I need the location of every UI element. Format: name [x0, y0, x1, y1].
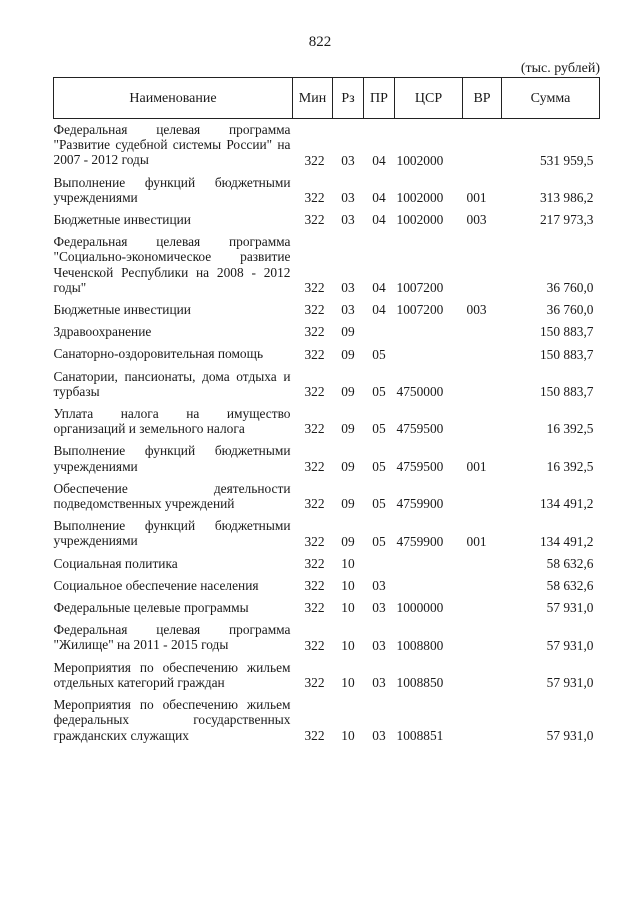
row-csr: 1002000 [396, 212, 444, 228]
row-sum: 16 392,5 [546, 458, 594, 474]
table-row [54, 172, 600, 209]
header-min: Мин [293, 78, 333, 119]
units-label: (тыс. рублей) [520, 61, 600, 76]
row-name: Санаторно-оздоровительная помощь [53, 346, 264, 362]
row-min: 322 [304, 346, 325, 362]
row-pr: 05 [372, 496, 386, 512]
row-name: Здравоохранение [53, 324, 152, 340]
row-name: Выполнение функций бюджетными учреждениями [53, 443, 291, 474]
row-min: 322 [304, 384, 325, 400]
row-sum: 150 883,7 [539, 384, 594, 400]
table-header-row [54, 78, 600, 119]
row-min: 322 [304, 637, 325, 653]
header-vr: ВР [463, 78, 502, 119]
row-min: 322 [304, 675, 325, 691]
row-min: 322 [304, 600, 325, 616]
row-sum: 134 491,2 [539, 496, 594, 512]
row-rz: 10 [341, 600, 355, 616]
row-csr: 1008800 [396, 637, 444, 653]
row-min: 322 [304, 280, 325, 296]
row-rz: 09 [341, 458, 355, 474]
row-pr: 04 [372, 280, 386, 296]
row-min: 322 [304, 421, 325, 437]
table-row [54, 597, 600, 619]
row-sum: 36 760,0 [546, 280, 594, 296]
row-csr: 1002000 [396, 152, 444, 168]
row-rz: 09 [341, 533, 355, 549]
row-rz: 03 [341, 280, 355, 296]
row-min: 322 [304, 533, 325, 549]
row-vr [463, 321, 502, 343]
header-pr: ПР [364, 78, 395, 119]
row-csr: 4759500 [396, 458, 444, 474]
row-rz: 03 [341, 302, 355, 318]
row-min: 322 [304, 496, 325, 512]
row-rz: 09 [341, 324, 355, 340]
row-sum: 57 931,0 [546, 600, 594, 616]
row-pr: 04 [372, 302, 386, 318]
row-rz: 09 [341, 346, 355, 362]
header-csr: ЦСР [395, 78, 463, 119]
row-pr: 03 [372, 600, 386, 616]
row-csr: 1008851 [396, 727, 444, 743]
row-csr: 4759500 [396, 421, 444, 437]
table-row [54, 119, 600, 172]
table-row [54, 209, 600, 231]
row-pr: 03 [372, 727, 386, 743]
row-rz: 09 [341, 384, 355, 400]
table-row [54, 366, 600, 403]
row-vr [463, 694, 502, 747]
row-sum: 36 760,0 [546, 302, 594, 318]
row-csr: 1000000 [396, 600, 444, 616]
row-sum: 150 883,7 [539, 324, 594, 340]
row-name: Уплата налога на имущество организаций и земельного налога [53, 406, 291, 437]
row-name: Выполнение функций бюджетными учреждениями [53, 518, 291, 549]
row-vr: 001 [466, 533, 487, 549]
row-vr [463, 478, 502, 515]
table-row [54, 478, 600, 515]
row-rz: 09 [341, 421, 355, 437]
row-name: Мероприятия по обеспечению жильем федеральных государственных гражданских служащих [53, 697, 291, 743]
row-rz: 10 [341, 637, 355, 653]
row-name: Федеральная целевая программа "Жилище" на 2011 - 2015 годы [53, 622, 291, 653]
row-pr: 03 [372, 637, 386, 653]
budget-table [53, 77, 600, 747]
header-sum: Сумма [502, 78, 600, 119]
row-vr: 001 [466, 458, 487, 474]
row-min: 322 [304, 555, 325, 571]
row-vr: 003 [466, 212, 487, 228]
row-min: 322 [304, 458, 325, 474]
table-row [54, 619, 600, 656]
row-min: 322 [304, 212, 325, 228]
row-pr: 05 [372, 421, 386, 437]
row-rz: 03 [341, 152, 355, 168]
row-sum: 58 632,6 [546, 578, 594, 594]
row-vr [463, 657, 502, 694]
row-vr [463, 553, 502, 575]
row-min: 322 [304, 727, 325, 743]
row-rz: 10 [341, 555, 355, 571]
header-rz: Рз [333, 78, 364, 119]
row-sum: 217 973,3 [539, 212, 594, 228]
row-csr: 1007200 [396, 302, 444, 318]
row-sum: 531 959,5 [539, 152, 594, 168]
row-vr [463, 619, 502, 656]
table-row [54, 553, 600, 575]
row-rz: 10 [341, 727, 355, 743]
row-sum: 313 986,2 [539, 190, 594, 206]
row-pr: 05 [372, 458, 386, 474]
row-csr [395, 553, 463, 575]
row-name: Бюджетные инвестиции [53, 302, 191, 318]
row-pr: 05 [372, 384, 386, 400]
row-pr [364, 321, 395, 343]
row-vr [463, 119, 502, 172]
row-csr [395, 575, 463, 597]
row-min: 322 [304, 152, 325, 168]
row-name: Социальная политика [53, 555, 178, 571]
row-rz: 03 [341, 190, 355, 206]
row-name: Федеральная целевая программа "Социально-экономическое развитие Чеченской Республики на 2008 - 2012 годы" [53, 234, 291, 295]
row-min: 322 [304, 324, 325, 340]
table-row [54, 515, 600, 552]
row-csr [395, 343, 463, 365]
table-row [54, 575, 600, 597]
row-name: Обеспечение деятельности подведомственных учреждений [53, 480, 291, 512]
row-sum: 57 931,0 [546, 727, 594, 743]
row-pr: 05 [372, 346, 386, 362]
row-pr: 04 [372, 190, 386, 206]
row-name: Мероприятия по обеспечению жильем отдельных категорий граждан [53, 659, 291, 690]
row-sum: 57 931,0 [546, 637, 594, 653]
row-name: Санатории, пансионаты, дома отдыха и турбазы [53, 368, 291, 399]
row-vr [463, 366, 502, 403]
row-rz: 09 [341, 496, 355, 512]
row-pr: 04 [372, 152, 386, 168]
row-csr: 4750000 [396, 384, 444, 400]
row-pr [364, 553, 395, 575]
row-csr: 1007200 [396, 280, 444, 296]
row-name: Федеральные целевые программы [53, 600, 249, 616]
header-name: Наименование [54, 78, 293, 119]
table-row [54, 343, 600, 365]
row-sum: 57 931,0 [546, 675, 594, 691]
row-min: 322 [304, 578, 325, 594]
table-row [54, 657, 600, 694]
row-sum: 134 491,2 [539, 533, 594, 549]
row-csr: 1008850 [396, 675, 444, 691]
row-csr: 1002000 [396, 190, 444, 206]
row-sum: 16 392,5 [546, 421, 594, 437]
row-vr [463, 403, 502, 440]
row-name: Федеральная целевая программа "Развитие судебной системы России" на 2007 - 2012 годы [53, 122, 291, 168]
row-name: Бюджетные инвестиции [53, 212, 191, 228]
row-vr [463, 343, 502, 365]
row-sum: 150 883,7 [539, 346, 594, 362]
row-rz: 10 [341, 578, 355, 594]
row-vr [463, 597, 502, 619]
table-body [54, 119, 600, 747]
row-pr: 04 [372, 212, 386, 228]
row-vr: 001 [466, 190, 487, 206]
row-vr: 003 [466, 302, 487, 318]
table-row [54, 299, 600, 321]
table-row [54, 321, 600, 343]
table-row [54, 440, 600, 477]
table-row [54, 231, 600, 299]
row-rz: 03 [341, 212, 355, 228]
row-sum: 58 632,6 [546, 555, 594, 571]
table-row [54, 403, 600, 440]
row-rz: 10 [341, 675, 355, 691]
page-number: 822 [308, 34, 332, 50]
table-row [54, 694, 600, 747]
row-name: Выполнение функций бюджетными учреждениями [53, 174, 291, 205]
row-csr [395, 321, 463, 343]
row-vr [463, 231, 502, 299]
row-pr: 03 [372, 578, 386, 594]
row-name: Социальное обеспечение населения [53, 577, 259, 593]
row-vr [463, 575, 502, 597]
row-csr: 4759900 [396, 533, 444, 549]
row-pr: 05 [372, 533, 386, 549]
row-min: 322 [304, 302, 325, 318]
row-csr: 4759900 [396, 496, 444, 512]
row-pr: 03 [372, 675, 386, 691]
row-min: 322 [304, 190, 325, 206]
